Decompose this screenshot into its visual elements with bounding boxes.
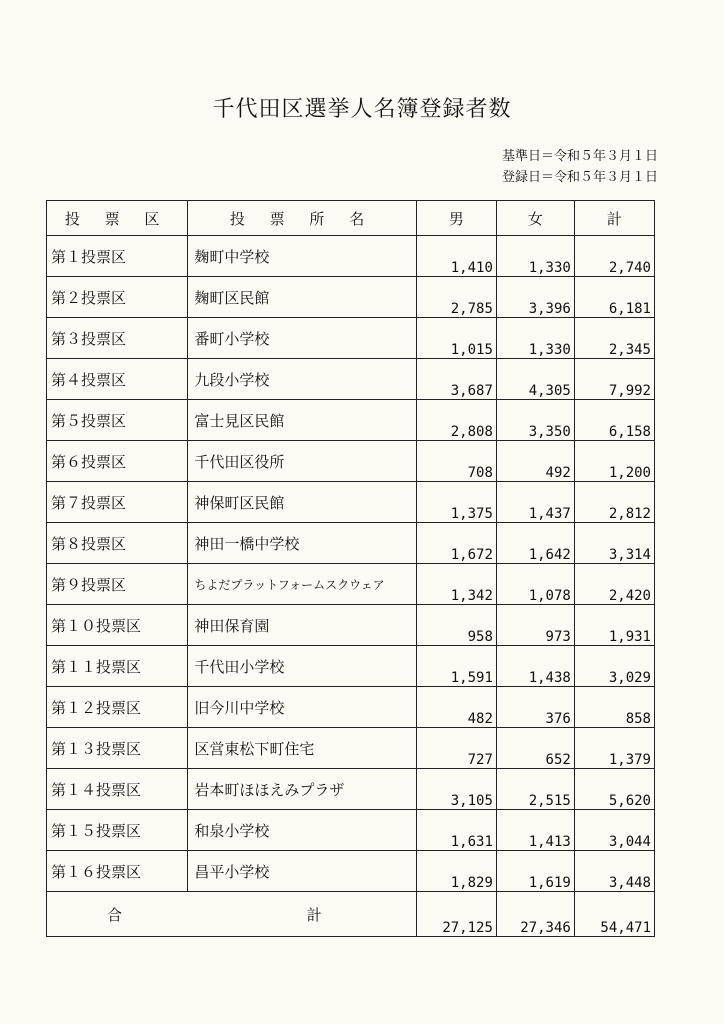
district-cell: 第１１投票区: [47, 646, 188, 687]
header-place: 投 票 所 名: [188, 201, 416, 236]
female-cell: 1,619: [496, 851, 574, 892]
male-cell: 3,687: [416, 359, 496, 400]
district-cell: 第７投票区: [47, 482, 188, 523]
male-cell: 2,808: [416, 400, 496, 441]
table-body: [47, 236, 655, 892]
table-row: [47, 687, 655, 728]
female-cell: 3,396: [496, 277, 574, 318]
male-cell: 2,785: [416, 277, 496, 318]
total-cell: 7,992: [574, 359, 654, 400]
totals-label: 合 計: [47, 892, 417, 937]
place-cell: 九段小学校: [188, 359, 416, 400]
male-cell: 727: [416, 728, 496, 769]
total-cell: 1,931: [574, 605, 654, 646]
table-row: [47, 359, 655, 400]
district-cell: 第２投票区: [47, 277, 188, 318]
male-cell: 3,105: [416, 769, 496, 810]
male-cell: 1,410: [416, 236, 496, 277]
totals-total: 54,471: [574, 892, 654, 937]
district-cell: 第８投票区: [47, 523, 188, 564]
table-row: [47, 318, 655, 359]
district-cell: 第４投票区: [47, 359, 188, 400]
table-header-row: [47, 201, 655, 236]
date-block: [502, 146, 658, 188]
female-cell: 1,330: [496, 318, 574, 359]
base-date: 基準日＝令和５年３月１日: [501, 149, 658, 164]
table-row: [47, 810, 655, 851]
table-row: [47, 236, 655, 277]
header-district: 投 票 区: [47, 201, 188, 236]
total-cell: 858: [574, 687, 654, 728]
table-row: [47, 482, 655, 523]
place-cell: 千代田区役所: [188, 441, 416, 482]
place-cell: 神保町区民館: [188, 482, 416, 523]
district-cell: 第１６投票区: [47, 851, 188, 892]
table-row: [47, 769, 655, 810]
male-cell: 1,631: [416, 810, 496, 851]
male-cell: 958: [416, 605, 496, 646]
total-cell: 2,740: [574, 236, 654, 277]
place-cell: 富士見区民館: [188, 400, 416, 441]
female-cell: 492: [496, 441, 574, 482]
total-cell: 6,158: [574, 400, 654, 441]
total-cell: 2,420: [574, 564, 654, 605]
place-cell: 神田保育園: [188, 605, 416, 646]
place-cell: 区営東松下町住宅: [188, 728, 416, 769]
place-cell: 岩本町ほほえみプラザ: [188, 769, 416, 810]
total-cell: 3,029: [574, 646, 654, 687]
female-cell: 973: [496, 605, 574, 646]
female-cell: 1,413: [496, 810, 574, 851]
place-cell: 昌平小学校: [188, 851, 416, 892]
total-cell: 1,379: [574, 728, 654, 769]
totals-female: 27,346: [496, 892, 574, 937]
female-cell: 376: [496, 687, 574, 728]
district-cell: 第１０投票区: [47, 605, 188, 646]
total-cell: 2,345: [574, 318, 654, 359]
district-cell: 第９投票区: [47, 564, 188, 605]
female-cell: 1,438: [496, 646, 574, 687]
voter-registration-table: [46, 200, 655, 937]
district-cell: 第１４投票区: [47, 769, 188, 810]
district-cell: 第６投票区: [47, 441, 188, 482]
total-cell: 5,620: [574, 769, 654, 810]
male-cell: 1,015: [416, 318, 496, 359]
female-cell: 3,350: [496, 400, 574, 441]
place-cell: 麹町中学校: [188, 236, 416, 277]
total-cell: 3,314: [574, 523, 654, 564]
registration-date: 登録日＝令和５年３月１日: [501, 170, 658, 185]
male-cell: 708: [416, 441, 496, 482]
district-cell: 第１３投票区: [47, 728, 188, 769]
table-row: [47, 728, 655, 769]
female-cell: 1,642: [496, 523, 574, 564]
table-row: [47, 605, 655, 646]
place-cell: 和泉小学校: [188, 810, 416, 851]
male-cell: 1,375: [416, 482, 496, 523]
table-row: [47, 851, 655, 892]
place-cell: 麹町区民館: [188, 277, 416, 318]
table-row: [47, 400, 655, 441]
place-cell: ちよだプラットフォームスクウェア: [188, 564, 416, 605]
district-cell: 第５投票区: [47, 400, 188, 441]
district-cell: 第１２投票区: [47, 687, 188, 728]
header-female: 女: [496, 201, 574, 236]
total-cell: 6,181: [574, 277, 654, 318]
table-row: [47, 277, 655, 318]
female-cell: 1,437: [496, 482, 574, 523]
header-total: 計: [574, 201, 654, 236]
table-row: [47, 441, 655, 482]
header-male: 男: [416, 201, 496, 236]
page-title: 千代田区選挙人名簿登録者数: [212, 97, 512, 122]
male-cell: 1,342: [416, 564, 496, 605]
place-cell: 番町小学校: [188, 318, 416, 359]
female-cell: 2,515: [496, 769, 574, 810]
table-row: [47, 564, 655, 605]
district-cell: 第１投票区: [47, 236, 188, 277]
female-cell: 652: [496, 728, 574, 769]
female-cell: 1,078: [496, 564, 574, 605]
total-cell: 3,044: [574, 810, 654, 851]
male-cell: 1,591: [416, 646, 496, 687]
totals-male: 27,125: [416, 892, 496, 937]
total-cell: 1,200: [574, 441, 654, 482]
male-cell: 482: [416, 687, 496, 728]
place-cell: 千代田小学校: [188, 646, 416, 687]
place-cell: 神田一橋中学校: [188, 523, 416, 564]
totals-row: [47, 892, 655, 937]
table-row: [47, 523, 655, 564]
district-cell: 第１５投票区: [47, 810, 188, 851]
total-cell: 2,812: [574, 482, 654, 523]
female-cell: 4,305: [496, 359, 574, 400]
district-cell: 第３投票区: [47, 318, 188, 359]
female-cell: 1,330: [496, 236, 574, 277]
place-cell: 旧今川中学校: [188, 687, 416, 728]
male-cell: 1,672: [416, 523, 496, 564]
table-row: [47, 646, 655, 687]
total-cell: 3,448: [574, 851, 654, 892]
male-cell: 1,829: [416, 851, 496, 892]
